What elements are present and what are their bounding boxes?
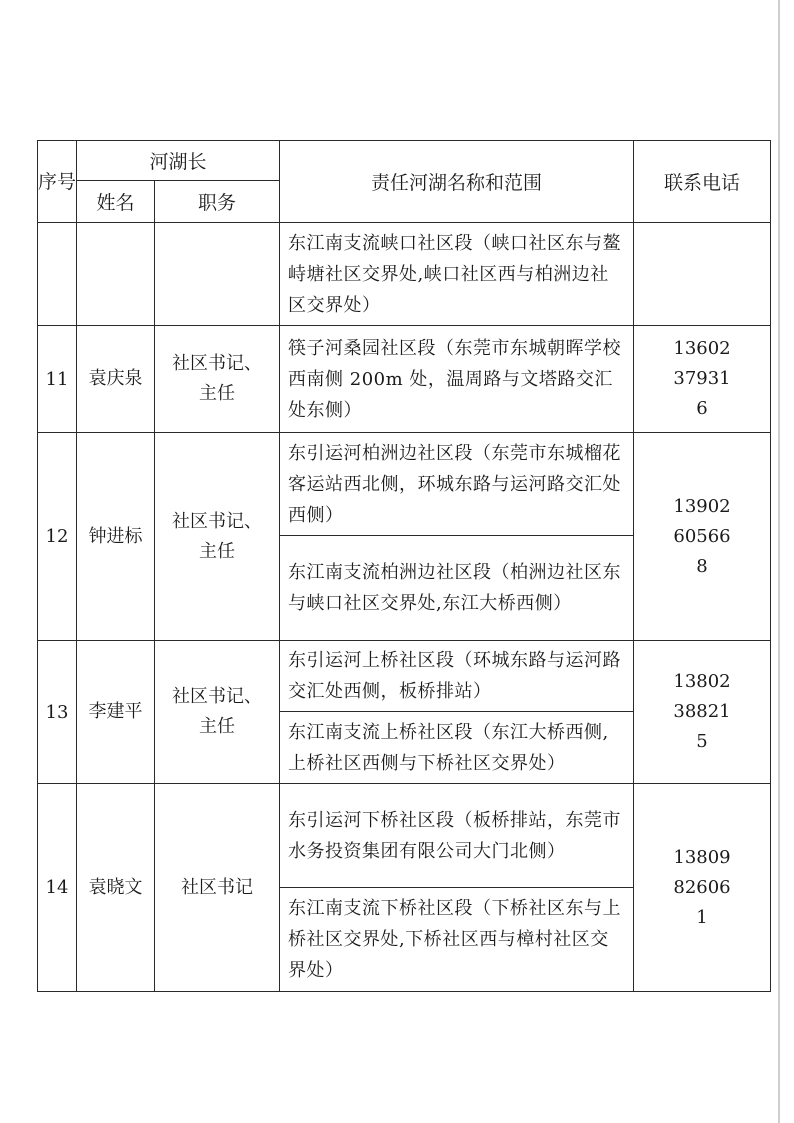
seq-cell: 12 bbox=[38, 433, 77, 641]
seq-cell: 13 bbox=[38, 641, 77, 784]
phone-text: 13902605668 bbox=[673, 495, 731, 577]
header-seq: 序号 bbox=[38, 141, 77, 223]
table-row bbox=[38, 223, 771, 326]
position-cell bbox=[155, 223, 280, 326]
range-cell: 东江南支流柏洲边社区段（柏洲边社区东与峡口社区交界处,东江大桥西侧） bbox=[280, 536, 634, 641]
phone-text: 13602379316 bbox=[673, 338, 731, 419]
table-row bbox=[38, 326, 771, 433]
name-cell: 袁庆泉 bbox=[77, 326, 155, 433]
scan-edge-line bbox=[778, 0, 780, 1123]
header-position: 职务 bbox=[155, 181, 280, 223]
table-row bbox=[38, 641, 771, 712]
table-row bbox=[38, 784, 771, 888]
phone-cell bbox=[634, 641, 771, 784]
position-text: 社区书记、主任 bbox=[172, 353, 262, 404]
name-cell: 钟进标 bbox=[77, 433, 155, 641]
phone-text: 13802388215 bbox=[673, 671, 731, 752]
name-cell: 袁晓文 bbox=[77, 784, 155, 992]
header-phone: 联系电话 bbox=[634, 141, 771, 223]
phone-text: 13809826061 bbox=[673, 846, 731, 928]
position-cell: 社区书记 bbox=[155, 784, 280, 992]
range-cell: 东引运河柏洲边社区段（东莞市东城榴花客运站西北侧，环城东路与运河路交汇处西侧） bbox=[280, 433, 634, 536]
phone-cell bbox=[634, 784, 771, 992]
header-chief-group: 河湖长 bbox=[77, 141, 280, 181]
river-chief-table bbox=[37, 140, 771, 992]
name-cell: 李建平 bbox=[77, 641, 155, 784]
phone-cell bbox=[634, 223, 771, 326]
position-cell bbox=[155, 641, 280, 784]
position-text: 社区书记、主任 bbox=[172, 510, 262, 562]
seq-cell: 11 bbox=[38, 326, 77, 433]
range-cell: 东江南支流下桥社区段（下桥社区东与上桥社区交界处,下桥社区西与樟村社区交界处） bbox=[280, 888, 634, 992]
phone-cell bbox=[634, 433, 771, 641]
position-text: 社区书记、主任 bbox=[172, 686, 262, 737]
phone-cell bbox=[634, 326, 771, 433]
header-row-1 bbox=[38, 141, 771, 181]
range-cell: 东江南支流上桥社区段（东江大桥西侧,上桥社区西侧与下桥社区交界处） bbox=[280, 712, 634, 784]
range-cell: 筷子河桑园社区段（东莞市东城朝晖学校西南侧 200m 处，温周路与文塔路交汇处东侧） bbox=[280, 326, 634, 433]
header-name: 姓名 bbox=[77, 181, 155, 223]
range-cell: 东江南支流峡口社区段（峡口社区东与鳌峙塘社区交界处,峡口社区西与柏洲边社区交界处） bbox=[280, 223, 634, 326]
name-cell bbox=[77, 223, 155, 326]
seq-cell: 14 bbox=[38, 784, 77, 992]
range-cell: 东引运河上桥社区段（环城东路与运河路交汇处西侧，板桥排站） bbox=[280, 641, 634, 712]
table-row bbox=[38, 433, 771, 536]
position-cell bbox=[155, 326, 280, 433]
position-cell bbox=[155, 433, 280, 641]
seq-cell bbox=[38, 223, 77, 326]
range-cell: 东引运河下桥社区段（板桥排站，东莞市水务投资集团有限公司大门北侧） bbox=[280, 784, 634, 888]
header-range: 责任河湖名称和范围 bbox=[280, 141, 634, 223]
